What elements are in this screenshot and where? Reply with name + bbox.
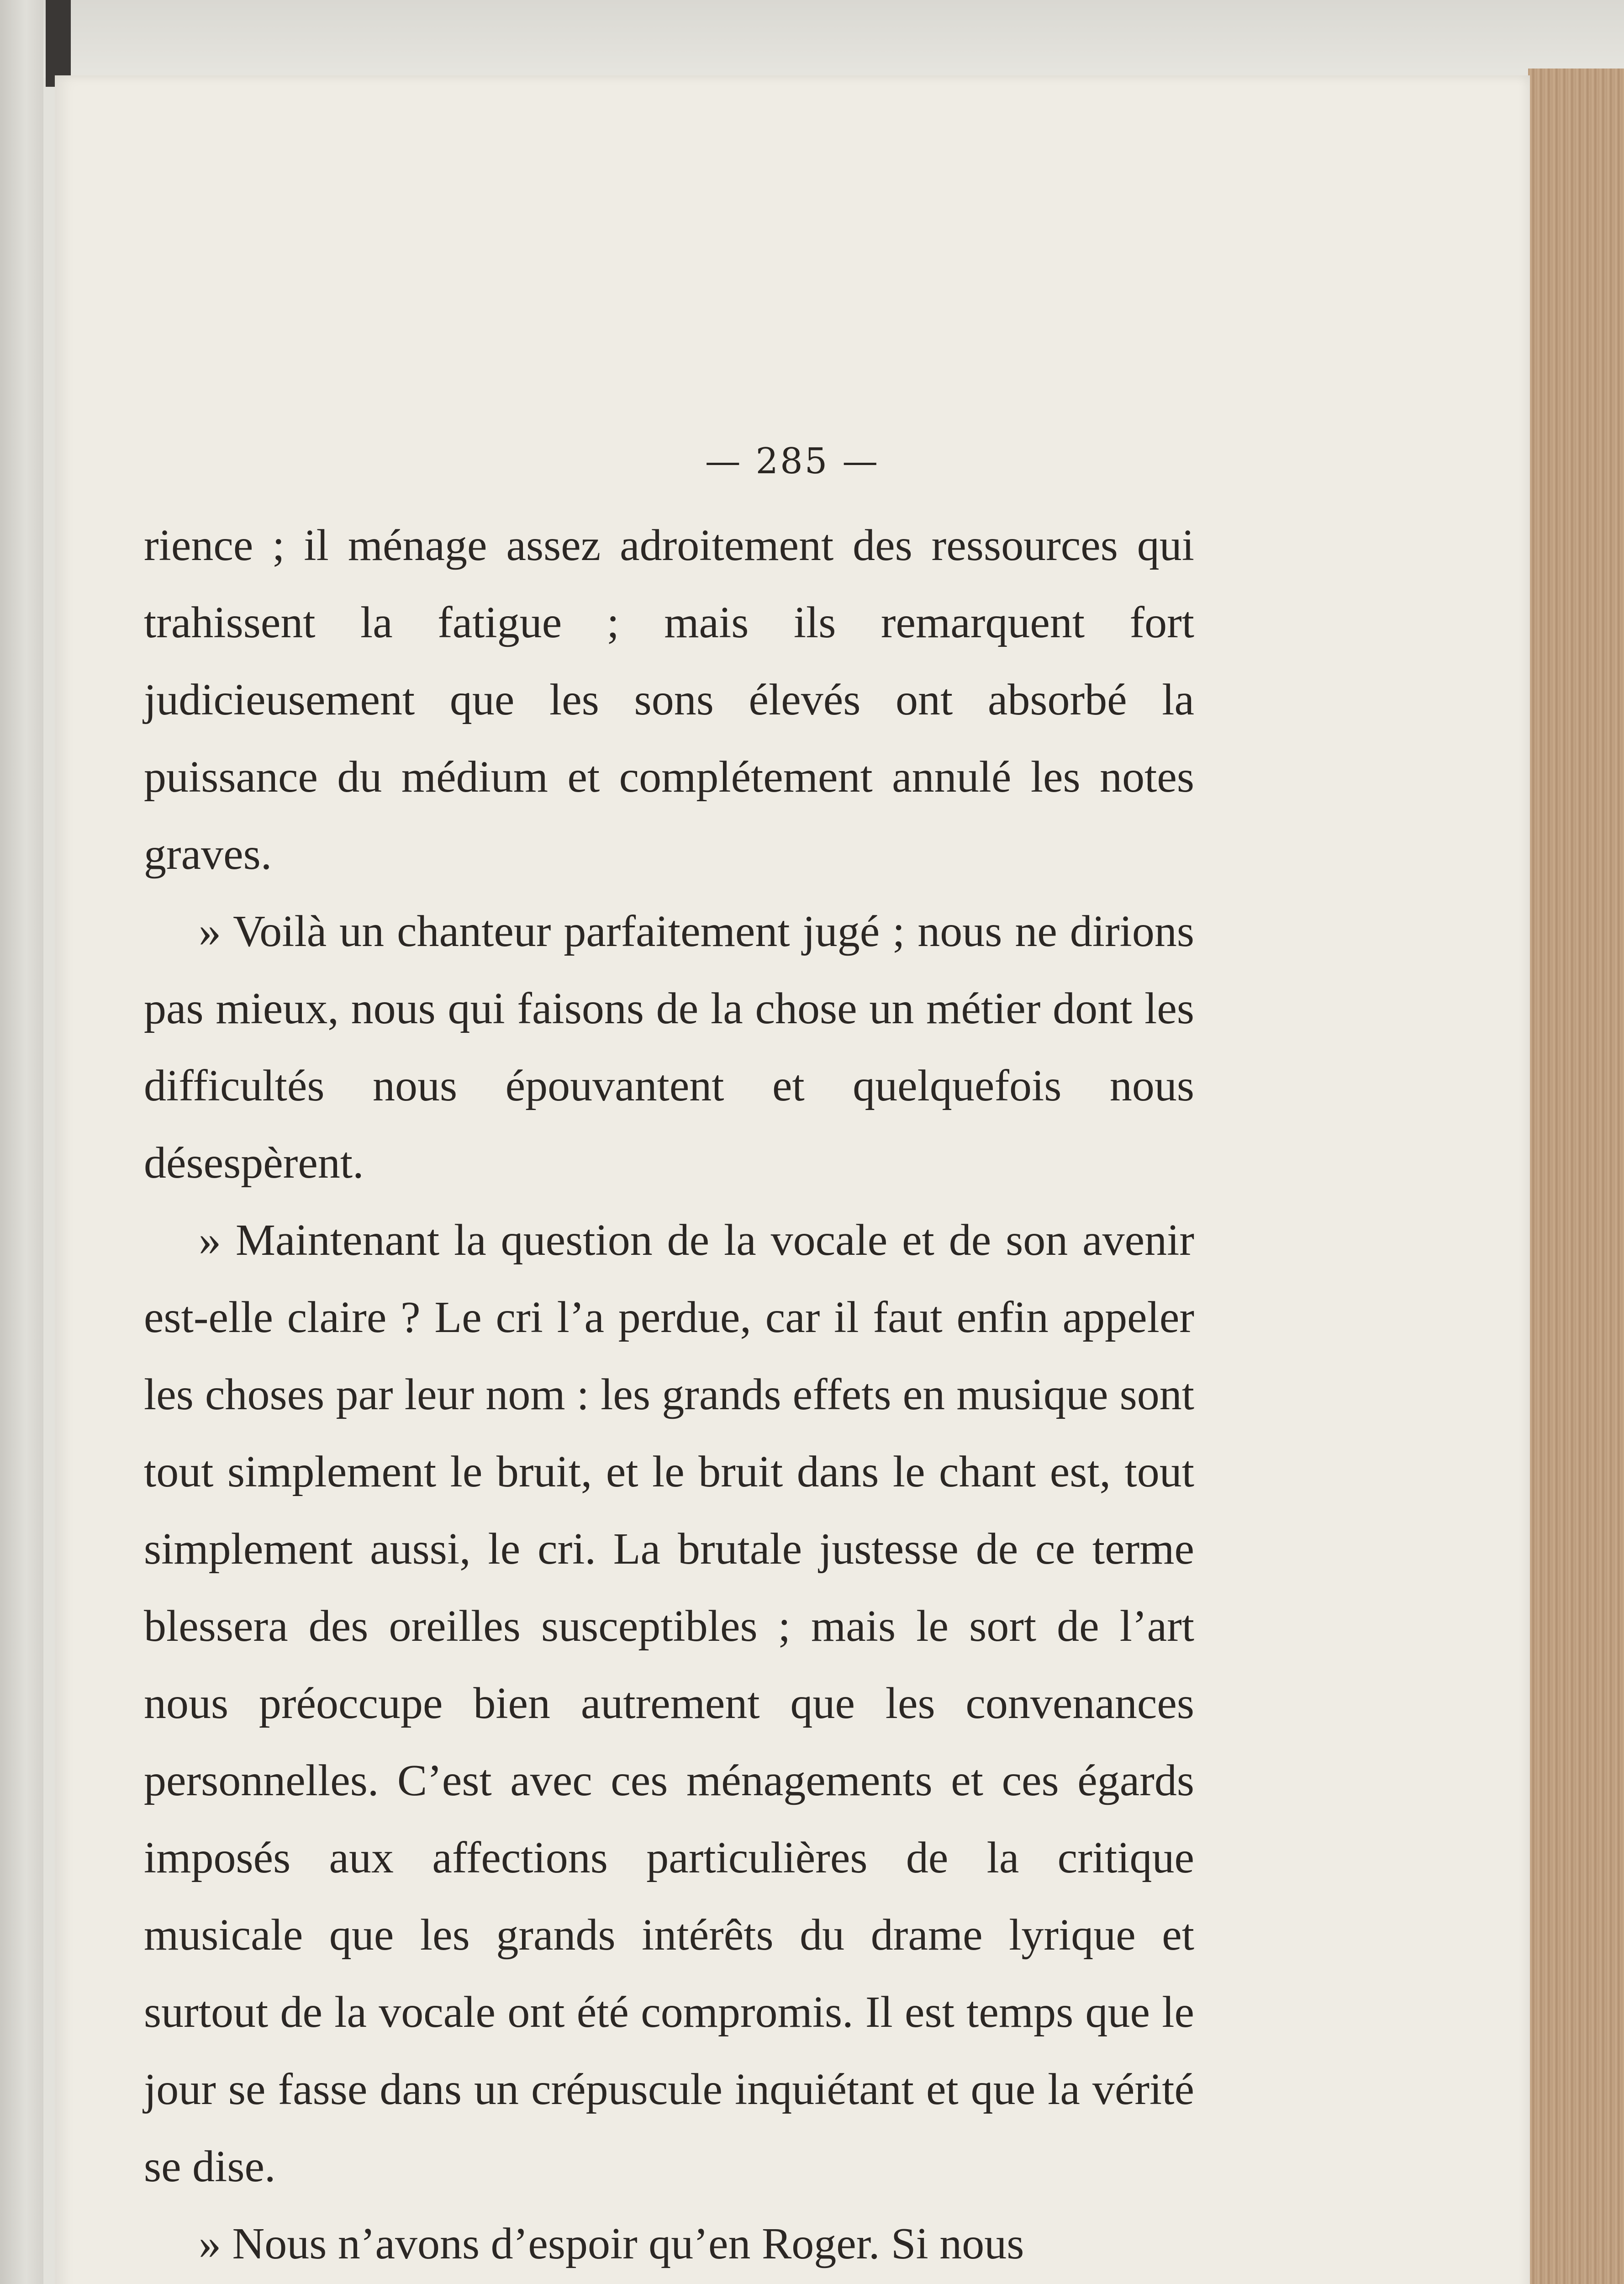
scan-background-top [0, 0, 1624, 78]
binding-edge-top [46, 0, 71, 87]
body-text [144, 507, 1194, 2283]
paragraph-2: » Voilà un chanteur parfaitement jugé ; nous ne dirions pas mieux, nous qui faisons de la chose un métier dont les difficultés nous épouvantent et quelquefois nous désespèrent. [144, 907, 1194, 1188]
book-binding [0, 0, 43, 2284]
paragraph-1: rience ; il ménage assez adroitement des ressources qui trahissent la fatigue ; mais ils remarquent fort judicieusement que les sons élevés ont absorbé la puissance du médium et complétement annulé les notes graves. [144, 521, 1194, 879]
book-page [55, 75, 1530, 2284]
paragraph-4: » Nous n’avons d’espoir qu’en Roger. Si nous [199, 2219, 1024, 2268]
paragraph-3: » Maintenant la question de la vocale et de son avenir est-elle claire ? Le cri l’a perdue, car il faut enfin appeler les choses par leur nom : les grands effets en musique sont tout simplement le bruit, et le bruit dans le chant est, tout simplement aussi, le cri. La brutale justesse de ce terme blessera des oreilles susceptibles ; mais le sort de l’art nous préoccupe bien autrement que les convenances personnelles. C’est avec ces ménagements et ces égards imposés aux affections particulières de la critique musicale que les grands intérêts du drame lyrique et surtout de la vocale ont été compromis. Il est temps que le jour se fasse dans un crépuscule inquiétant et que la vérité se dise. [144, 1216, 1194, 2191]
page-number-header: — 285 — [705, 441, 880, 482]
page-stack-edges [1528, 69, 1624, 2284]
